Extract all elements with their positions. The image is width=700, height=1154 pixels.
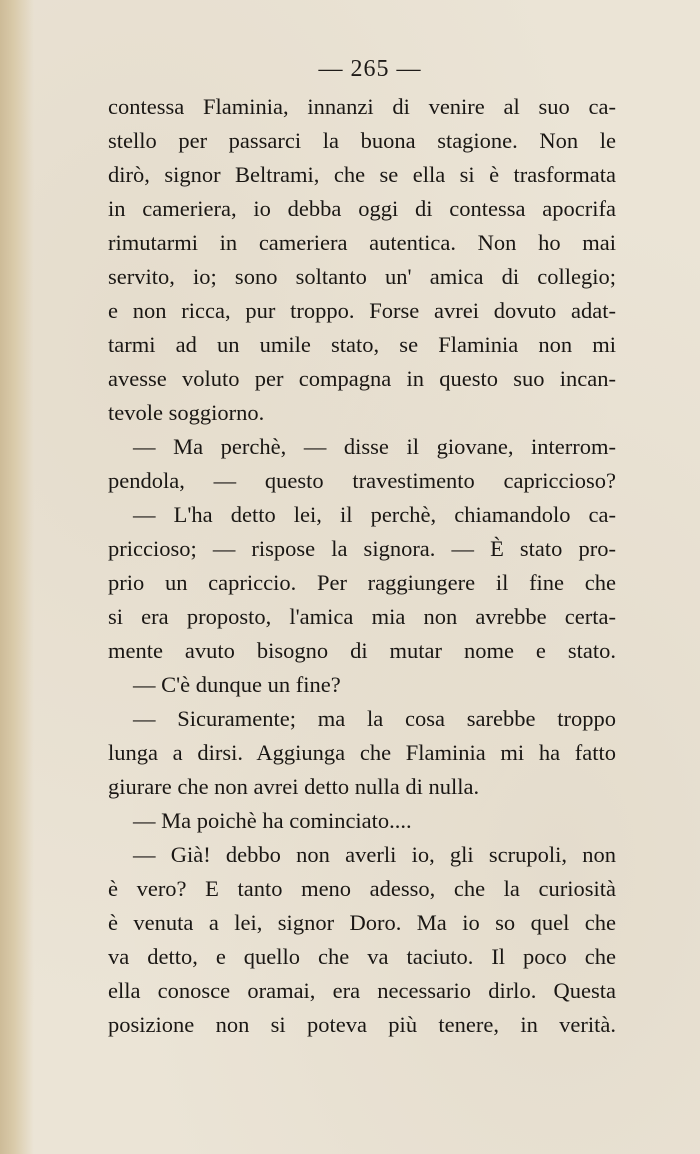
text-line: lunga a dirsi. Aggiunga che Flaminia mi ha fatto bbox=[108, 740, 616, 765]
text-line: e non ricca, pur troppo. Forse avrei dovuto adat- bbox=[108, 298, 616, 323]
text-line: contessa Flaminia, innanzi di venire al suo ca- bbox=[108, 94, 616, 119]
text-line: stello per passarci la buona stagione. Non le bbox=[108, 128, 616, 153]
text-line: si era proposto, l'amica mia non avrebbe certa- bbox=[108, 604, 616, 629]
text-line: posizione non si poteva più tenere, in verità. bbox=[108, 1012, 616, 1037]
text-line: ella conosce oramai, era necessario dirlo. Questa bbox=[108, 978, 616, 1003]
text-line: tevole soggiorno. bbox=[108, 400, 265, 425]
body-text bbox=[108, 90, 616, 1042]
text-line: — L'ha detto lei, il perchè, chiamandolo ca- bbox=[133, 502, 616, 527]
text-line: — C'è dunque un fine? bbox=[133, 672, 341, 697]
page-binding-edge bbox=[0, 0, 34, 1154]
text-line: — Sicuramente; ma la cosa sarebbe troppo bbox=[133, 706, 616, 731]
text-line: rimutarmi in cameriera autentica. Non ho mai bbox=[108, 230, 616, 255]
text-line: — Ma perchè, — disse il giovane, interrom- bbox=[133, 434, 616, 459]
text-line: giurare che non avrei detto nulla di nulla. bbox=[108, 774, 480, 799]
text-line: avesse voluto per compagna in questo suo incan- bbox=[108, 366, 616, 391]
text-line: mente avuto bisogno di mutar nome e stato. bbox=[108, 638, 616, 663]
text-line: servito, io; sono soltanto un' amica di collegio; bbox=[108, 264, 616, 289]
text-line: in cameriera, io debba oggi di contessa apocrifa bbox=[108, 196, 616, 221]
text-line: dirò, signor Beltrami, che se ella si è trasformata bbox=[108, 162, 616, 187]
text-line: tarmi ad un umile stato, se Flaminia non mi bbox=[108, 332, 616, 357]
text-line: — Già! debbo non averli io, gli scrupoli, non bbox=[133, 842, 616, 867]
text-line: prio un capriccio. Per raggiungere il fine che bbox=[108, 570, 616, 595]
page-number: — 265 — bbox=[318, 56, 422, 82]
text-line: pendola, — questo travestimento capriccioso? bbox=[108, 468, 616, 493]
text-line: è vero? E tanto meno adesso, che la curiosità bbox=[108, 876, 616, 901]
text-line: — Ma poichè ha cominciato.... bbox=[133, 808, 412, 833]
text-line: priccioso; — rispose la signora. — È stato pro- bbox=[108, 536, 616, 561]
text-line: va detto, e quello che va taciuto. Il poco che bbox=[108, 944, 616, 969]
text-line: è venuta a lei, signor Doro. Ma io so quel che bbox=[108, 910, 616, 935]
